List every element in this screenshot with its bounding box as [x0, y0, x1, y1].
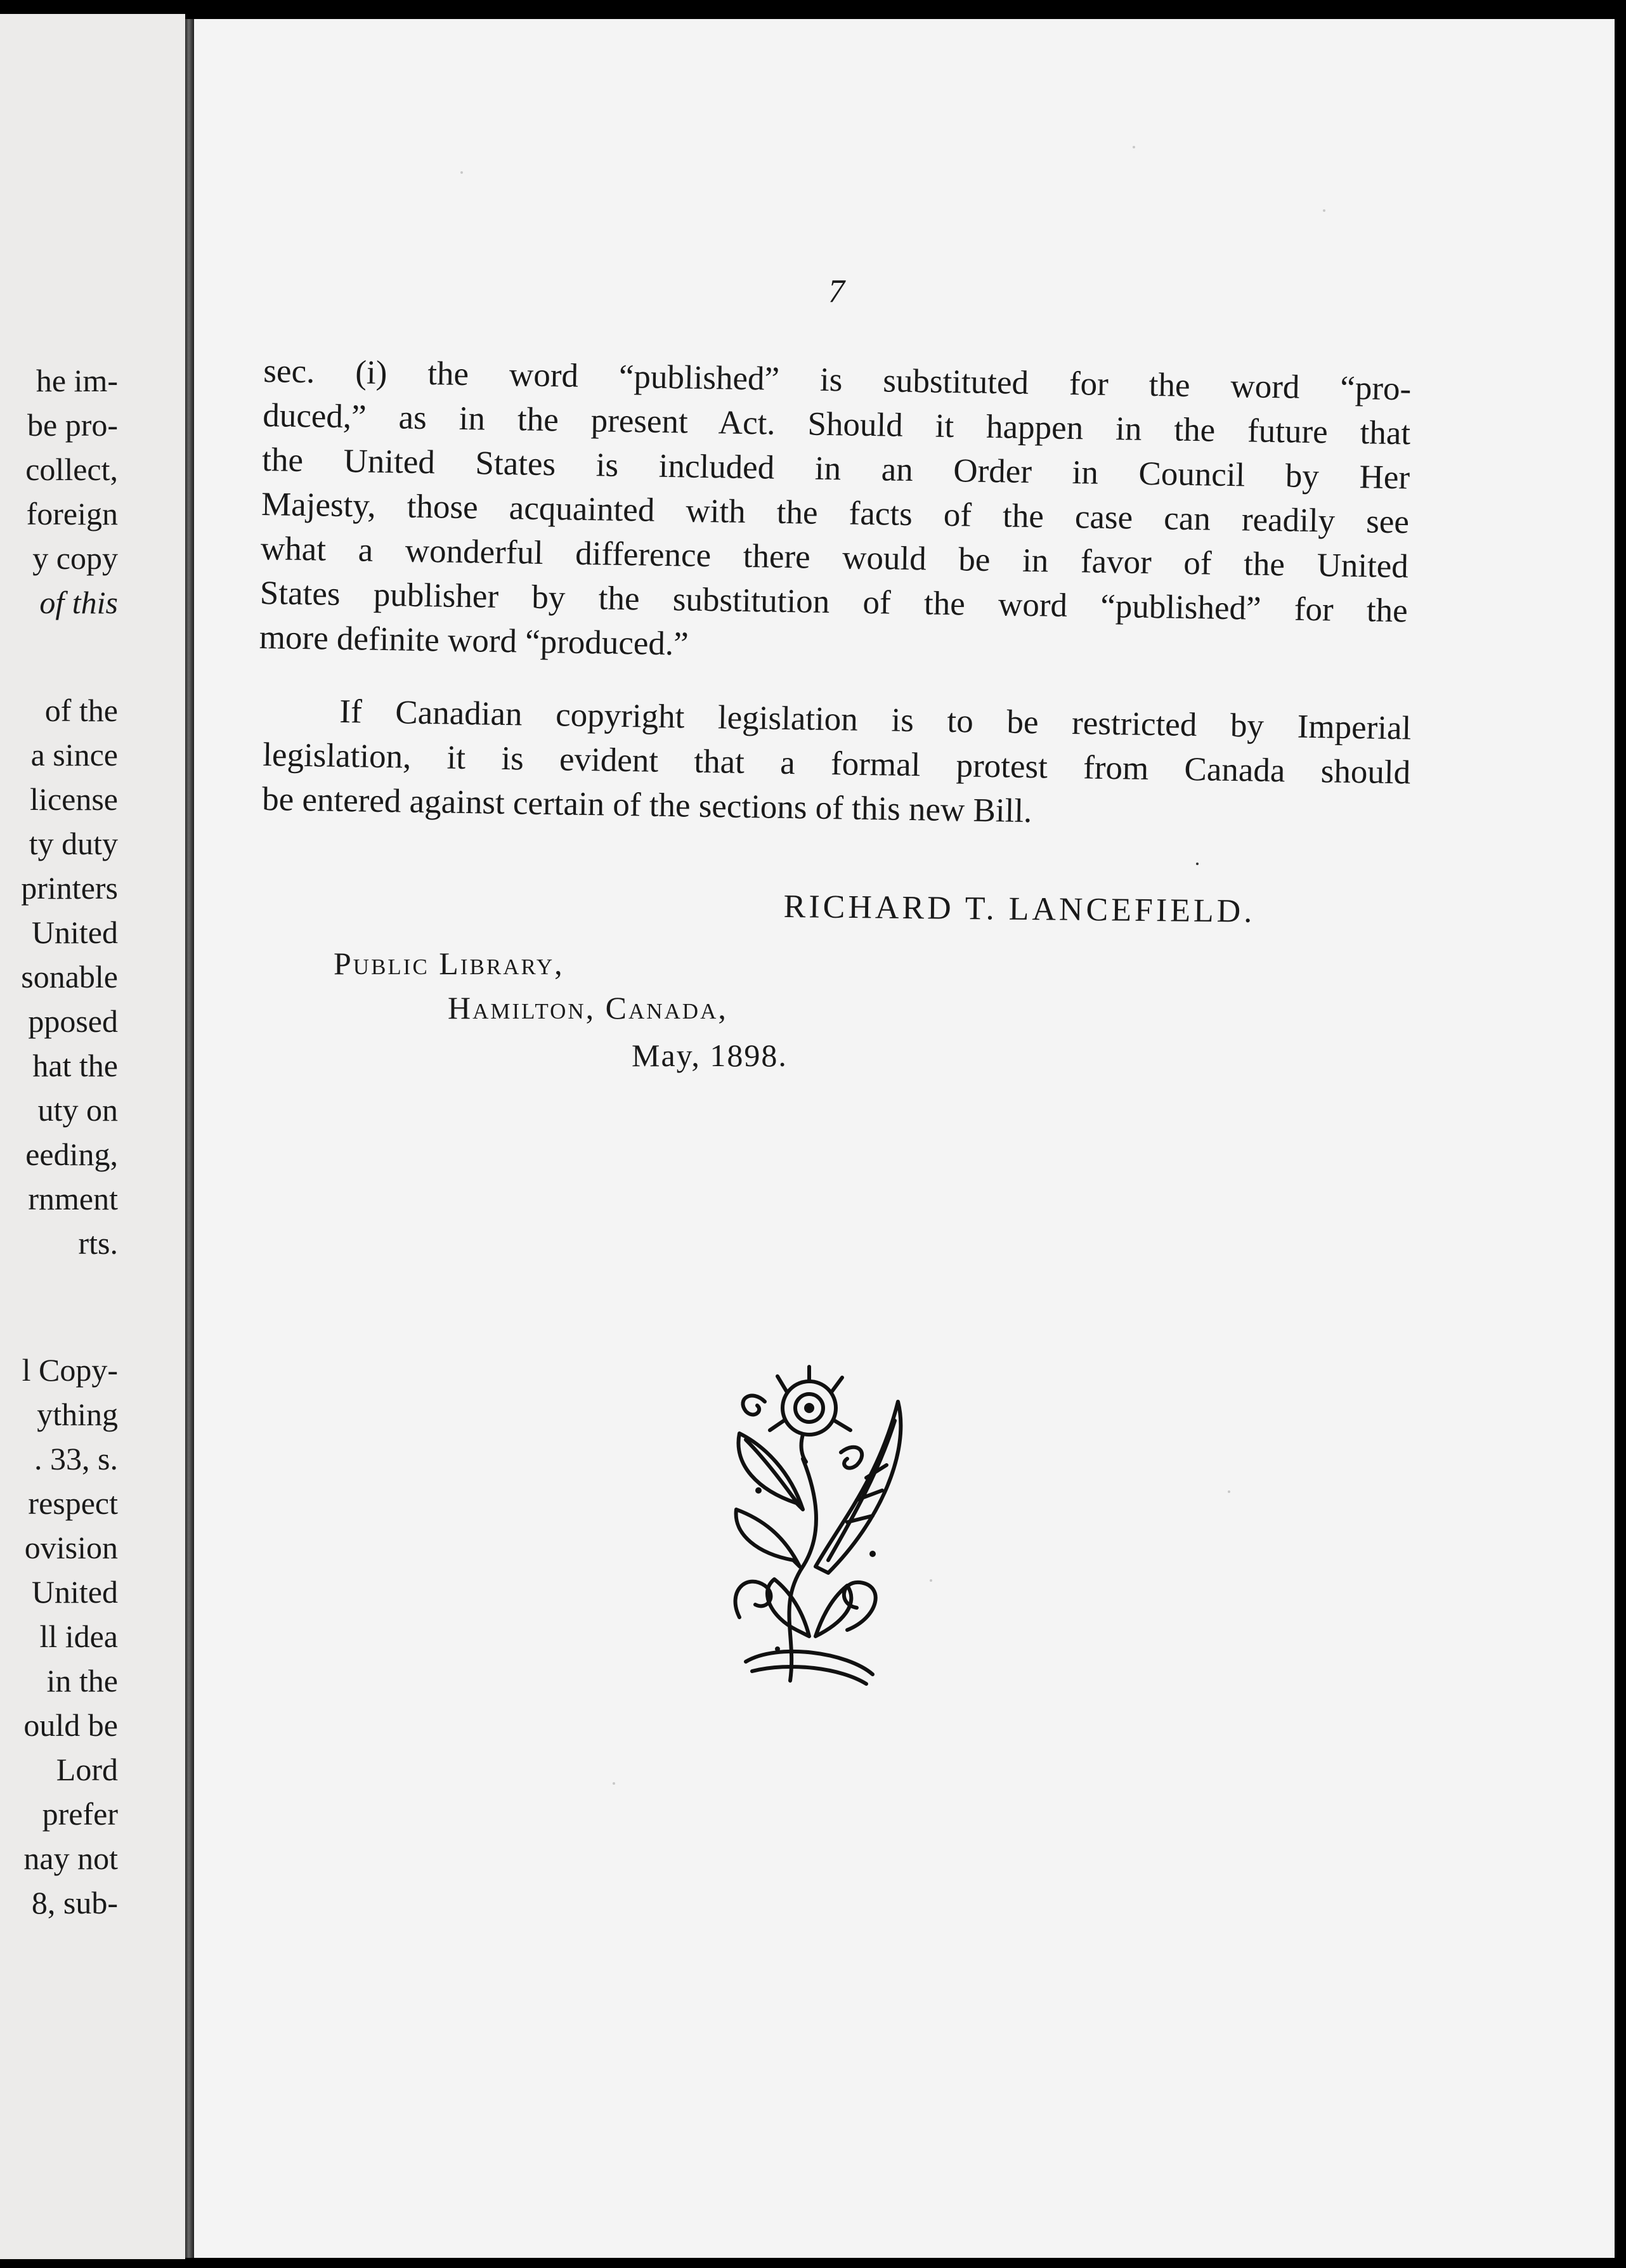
paragraph-line: the United States is included in an Order in Council by Her [261, 441, 1410, 497]
page-number: 7 [828, 273, 845, 310]
left-page-line: l Copy- [22, 1352, 118, 1388]
floral-ornament-icon [720, 1364, 923, 1693]
left-page-line: of the [44, 693, 118, 728]
left-page-line: United [31, 915, 118, 950]
scan-speck [1196, 863, 1199, 865]
left-page-line: prefer [42, 1796, 118, 1832]
paragraph-1 [259, 349, 1411, 677]
address-line-date: May, 1898. [632, 1038, 788, 1073]
scan-speck [1228, 1490, 1230, 1493]
left-page-line: ould be [23, 1707, 118, 1743]
current-page [194, 19, 1615, 2258]
scan-speck [1323, 209, 1325, 212]
previous-page-sliver [0, 14, 185, 2259]
scan-speck [930, 1579, 932, 1582]
left-page-line: sonable [21, 959, 118, 994]
left-page-line: rnment [28, 1181, 118, 1216]
paragraph-line: Majesty, those acquainted with the facts of the case can readily see [261, 485, 1410, 541]
left-page-line: . 33, s. [34, 1441, 118, 1476]
left-page-line: be pro- [27, 407, 118, 443]
left-page-line: collect, [25, 452, 118, 487]
left-page-line: uty on [37, 1092, 118, 1128]
scan-speck [1133, 146, 1135, 148]
left-page-line: Lord [56, 1752, 118, 1787]
author-signature: RICHARD T. LANCEFIELD. [783, 889, 1256, 930]
paragraph-line: duced,” as in the present Act. Should it happen in the future that [262, 396, 1411, 452]
book-gutter [185, 19, 194, 2258]
paragraph-line: more definite word “produced.” [259, 618, 689, 663]
paragraph-line: be entered against certain of the sections of this new Bill. [261, 780, 1032, 830]
address-line-library: Public Library, [334, 946, 564, 981]
left-page-line: license [30, 781, 118, 817]
left-page-line: printers [21, 870, 118, 906]
scan-speck [460, 171, 463, 174]
scan-speck [613, 1782, 615, 1785]
paragraph-line: what a wonderful difference there would be in favor of the United [260, 530, 1409, 585]
paragraph-2 [262, 688, 1412, 839]
left-page-line: foreign [26, 496, 118, 531]
left-page-line: ty duty [29, 826, 118, 861]
left-page-line: 8, sub- [31, 1885, 118, 1920]
left-page-line: nay not [23, 1841, 118, 1876]
left-page-line: United [31, 1574, 118, 1610]
left-page-line: ll idea [39, 1619, 118, 1654]
paragraph-line: States publisher by the substitution of the word “published” for the [259, 574, 1408, 630]
left-page-line: y copy [32, 540, 118, 576]
left-page-line: rts. [78, 1225, 118, 1261]
left-page-line: a since [30, 737, 118, 772]
left-page-line: hat the [32, 1048, 118, 1083]
paragraph-line: legislation, it is evident that a formal protest from Canada should [262, 736, 1411, 792]
address-line-city: Hamilton, Canada, [448, 990, 728, 1026]
left-page-line: of this [39, 585, 118, 620]
left-page-line: ovision [24, 1530, 118, 1565]
left-page-line: in the [46, 1663, 118, 1698]
left-page-line: eeding, [25, 1137, 118, 1172]
left-page-line: ything [37, 1397, 118, 1432]
paragraph-line: If Canadian copyright legislation is to be restricted by Imperial [339, 693, 1412, 747]
left-page-line: respect [28, 1485, 118, 1521]
left-page-line: pposed [28, 1003, 118, 1039]
paragraph-line: sec. (i) the word “published” is substituted for the word “pro- [263, 352, 1412, 408]
left-page-line: he im- [36, 363, 118, 398]
